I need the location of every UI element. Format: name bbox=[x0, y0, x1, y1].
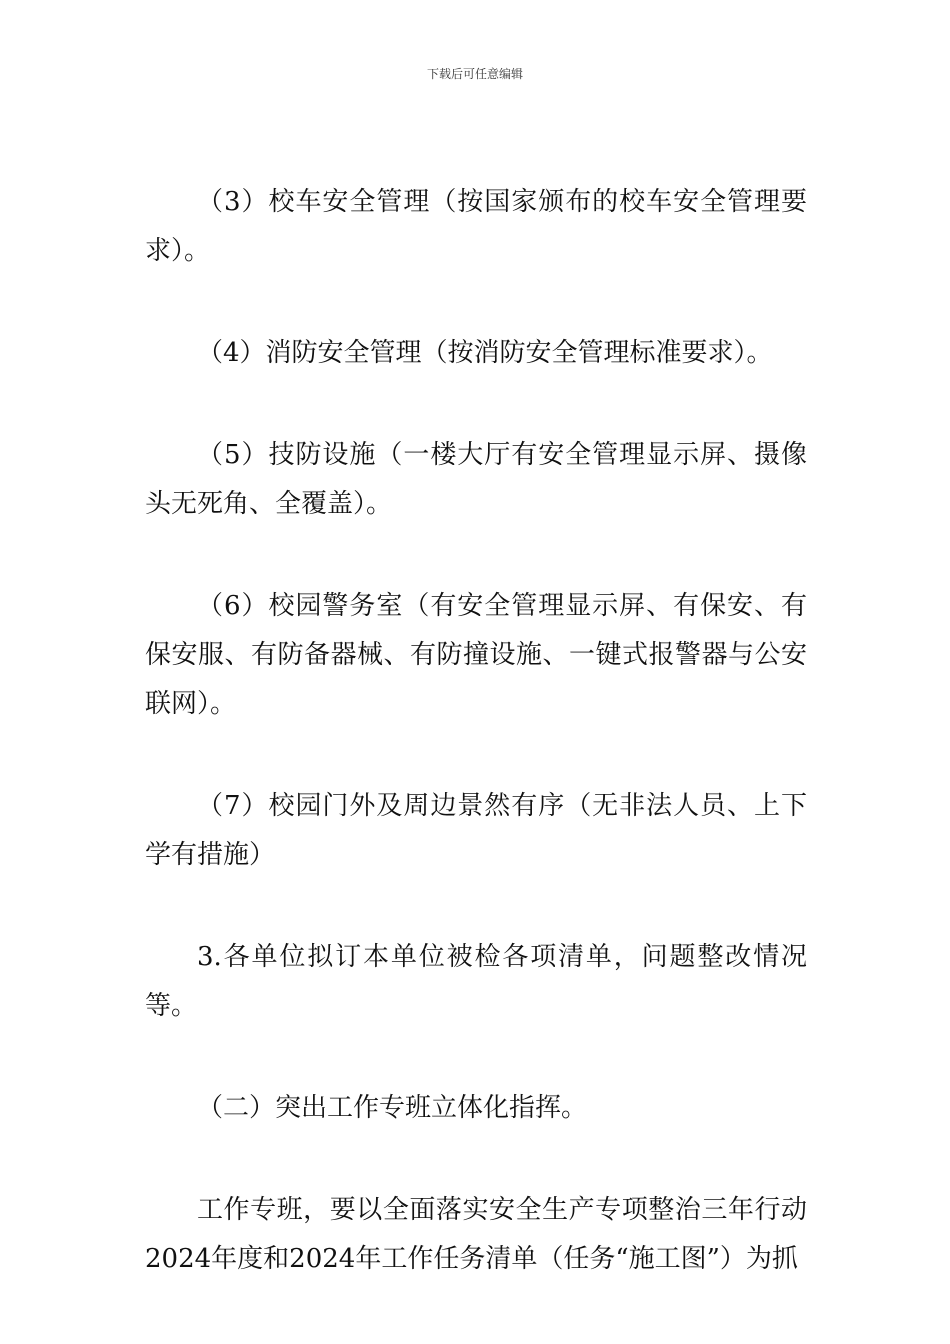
paragraph-work-team: 工作专班，要以全面落实安全生产专项整治三年行动2024年度和2024年工作任务清单（任务“施工图”）为抓 bbox=[145, 1195, 807, 1274]
paragraph-inspection-list: 3.各单位拟订本单位被检各项清单，问题整改情况等。 bbox=[145, 942, 807, 1021]
paragraph-school-bus-safety: （3）校车安全管理（按国家颁布的校车安全管理要求）。 bbox=[145, 187, 807, 266]
paragraph-campus-police-office: （6）校园警务室（有安全管理显示屏、有保安、有保安服、有防备器械、有防撞设施、一键式报警器与公安联网）。 bbox=[145, 591, 807, 719]
paragraph-campus-surroundings: （7）校园门外及周边景然有序（无非法人员、上下学有措施） bbox=[145, 791, 807, 870]
page-header: 下载后可任意编辑 bbox=[426, 67, 523, 81]
document-body bbox=[145, 178, 807, 1284]
paragraph-section-heading: （二）突出工作专班立体化指挥。 bbox=[197, 1093, 588, 1123]
paragraph-fire-safety: （4）消防安全管理（按消防安全管理标准要求）。 bbox=[197, 338, 773, 368]
paragraph-technical-defense: （5）技防设施（一楼大厅有安全管理显示屏、摄像头无死角、全覆盖）。 bbox=[145, 440, 807, 519]
